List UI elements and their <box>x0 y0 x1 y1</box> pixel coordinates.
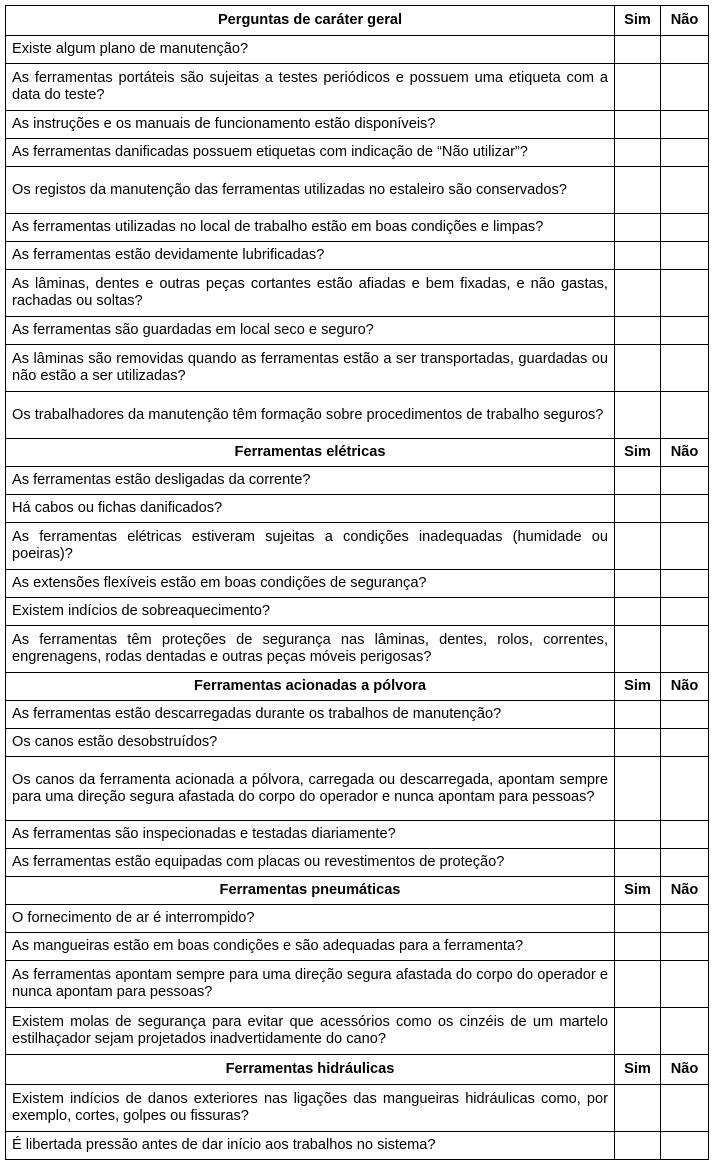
answer-cell-sim[interactable] <box>615 467 661 495</box>
column-header-sim: Sim <box>615 673 661 701</box>
answer-cell-nao[interactable] <box>661 523 709 570</box>
answer-cell-nao[interactable] <box>661 849 709 877</box>
section-title: Ferramentas pneumáticas <box>6 877 615 905</box>
checklist-body <box>6 6 709 1160</box>
question-row <box>6 139 709 167</box>
question-text: O fornecimento de ar é interrompido? <box>6 905 615 933</box>
section-title: Ferramentas acionadas a pólvora <box>6 673 615 701</box>
answer-cell-nao[interactable] <box>661 392 709 439</box>
question-text: As ferramentas estão devidamente lubrificadas? <box>6 242 615 270</box>
question-row <box>6 1085 709 1132</box>
column-header-sim: Sim <box>615 439 661 467</box>
question-row <box>6 242 709 270</box>
answer-cell-nao[interactable] <box>661 242 709 270</box>
question-text: As ferramentas danificadas possuem etiquetas com indicação de “Não utilizar”? <box>6 139 615 167</box>
question-row <box>6 214 709 242</box>
question-text: Os registos da manutenção das ferramentas utilizadas no estaleiro são conservados? <box>6 167 615 214</box>
question-text: Os canos da ferramenta acionada a pólvora, carregada ou descarregada, apontam sempre para uma direção segura afastada do corpo do operador e nunca apontam para pessoas? <box>6 757 615 821</box>
column-header-sim: Sim <box>615 6 661 36</box>
answer-cell-nao[interactable] <box>661 729 709 757</box>
question-row <box>6 345 709 392</box>
question-row <box>6 961 709 1008</box>
question-text: As mangueiras estão em boas condições e são adequadas para a ferramenta? <box>6 933 615 961</box>
question-text: Os canos estão desobstruídos? <box>6 729 615 757</box>
question-text: As ferramentas são inspecionadas e testadas diariamente? <box>6 821 615 849</box>
section-header-row <box>6 877 709 905</box>
section-title: Perguntas de caráter geral <box>6 6 615 36</box>
column-header-sim: Sim <box>615 1055 661 1085</box>
answer-cell-sim[interactable] <box>615 495 661 523</box>
question-row <box>6 626 709 673</box>
answer-cell-nao[interactable] <box>661 214 709 242</box>
question-text: Existe algum plano de manutenção? <box>6 36 615 64</box>
question-text: Há cabos ou fichas danificados? <box>6 495 615 523</box>
answer-cell-nao[interactable] <box>661 1085 709 1132</box>
section-header-row <box>6 6 709 36</box>
answer-cell-sim[interactable] <box>615 345 661 392</box>
question-row <box>6 849 709 877</box>
answer-cell-sim[interactable] <box>615 270 661 317</box>
answer-cell-nao[interactable] <box>661 167 709 214</box>
answer-cell-sim[interactable] <box>615 392 661 439</box>
answer-cell-sim[interactable] <box>615 64 661 111</box>
answer-cell-nao[interactable] <box>661 317 709 345</box>
answer-cell-sim[interactable] <box>615 111 661 139</box>
answer-cell-sim[interactable] <box>615 933 661 961</box>
column-header-nao: Não <box>661 877 709 905</box>
answer-cell-sim[interactable] <box>615 214 661 242</box>
answer-cell-nao[interactable] <box>661 495 709 523</box>
question-text: As ferramentas utilizadas no local de trabalho estão em boas condições e limpas? <box>6 214 615 242</box>
question-row <box>6 1008 709 1055</box>
question-row <box>6 757 709 821</box>
answer-cell-nao[interactable] <box>661 139 709 167</box>
question-row <box>6 933 709 961</box>
answer-cell-sim[interactable] <box>615 701 661 729</box>
question-row <box>6 523 709 570</box>
question-text: As ferramentas apontam sempre para uma direção segura afastada do corpo do operador e nunca apontam para pessoas? <box>6 961 615 1008</box>
question-row <box>6 467 709 495</box>
answer-cell-sim[interactable] <box>615 961 661 1008</box>
answer-cell-nao[interactable] <box>661 701 709 729</box>
section-title: Ferramentas hidráulicas <box>6 1055 615 1085</box>
question-row <box>6 495 709 523</box>
question-text: Existem indícios de sobreaquecimento? <box>6 598 615 626</box>
answer-cell-nao[interactable] <box>661 933 709 961</box>
question-text: As extensões flexíveis estão em boas condições de segurança? <box>6 570 615 598</box>
answer-cell-nao[interactable] <box>661 1132 709 1160</box>
question-row <box>6 701 709 729</box>
answer-cell-sim[interactable] <box>615 849 661 877</box>
section-title: Ferramentas elétricas <box>6 439 615 467</box>
section-header-row <box>6 439 709 467</box>
question-row <box>6 317 709 345</box>
answer-cell-sim[interactable] <box>615 242 661 270</box>
question-text: As ferramentas estão descarregadas durante os trabalhos de manutenção? <box>6 701 615 729</box>
answer-cell-sim[interactable] <box>615 626 661 673</box>
answer-cell-sim[interactable] <box>615 139 661 167</box>
question-row <box>6 167 709 214</box>
answer-cell-sim[interactable] <box>615 821 661 849</box>
column-header-sim: Sim <box>615 877 661 905</box>
answer-cell-sim[interactable] <box>615 598 661 626</box>
answer-cell-nao[interactable] <box>661 64 709 111</box>
answer-cell-nao[interactable] <box>661 757 709 821</box>
question-text: Existem indícios de danos exteriores nas ligações das mangueiras hidráulicas como, por exemplo, cortes, golpes ou fissuras? <box>6 1085 615 1132</box>
section-header-row <box>6 1055 709 1085</box>
answer-cell-nao[interactable] <box>661 905 709 933</box>
question-text: Os trabalhadores da manutenção têm formação sobre procedimentos de trabalho seguros? <box>6 392 615 439</box>
answer-cell-nao[interactable] <box>661 270 709 317</box>
question-row <box>6 598 709 626</box>
answer-cell-nao[interactable] <box>661 111 709 139</box>
answer-cell-nao[interactable] <box>661 345 709 392</box>
question-text: As ferramentas estão equipadas com placas ou revestimentos de proteção? <box>6 849 615 877</box>
answer-cell-sim[interactable] <box>615 1008 661 1055</box>
question-row <box>6 392 709 439</box>
question-row <box>6 570 709 598</box>
column-header-nao: Não <box>661 673 709 701</box>
question-text: As ferramentas portáteis são sujeitas a testes periódicos e possuem uma etiqueta com a data do teste? <box>6 64 615 111</box>
answer-cell-sim[interactable] <box>615 36 661 64</box>
answer-cell-sim[interactable] <box>615 570 661 598</box>
column-header-nao: Não <box>661 439 709 467</box>
answer-cell-nao[interactable] <box>661 821 709 849</box>
section-header-row <box>6 673 709 701</box>
answer-cell-sim[interactable] <box>615 1132 661 1160</box>
question-text: É libertada pressão antes de dar início aos trabalhos no sistema? <box>6 1132 615 1160</box>
question-text: As ferramentas estão desligadas da corrente? <box>6 467 615 495</box>
question-text: As lâminas, dentes e outras peças cortantes estão afiadas e bem fixadas, e não gastas, rachadas ou soltas? <box>6 270 615 317</box>
question-row <box>6 111 709 139</box>
column-header-nao: Não <box>661 1055 709 1085</box>
question-row <box>6 821 709 849</box>
answer-cell-nao[interactable] <box>661 36 709 64</box>
answer-cell-nao[interactable] <box>661 467 709 495</box>
question-text: As ferramentas são guardadas em local seco e seguro? <box>6 317 615 345</box>
question-row <box>6 729 709 757</box>
question-text: As instruções e os manuais de funcionamento estão disponíveis? <box>6 111 615 139</box>
answer-cell-sim[interactable] <box>615 757 661 821</box>
question-text: Existem molas de segurança para evitar que acessórios como os cinzéis de um martelo estilhaçador sejam projetados inadvertidamente do cano? <box>6 1008 615 1055</box>
answer-cell-nao[interactable] <box>661 1008 709 1055</box>
answer-cell-sim[interactable] <box>615 167 661 214</box>
answer-cell-nao[interactable] <box>661 626 709 673</box>
answer-cell-sim[interactable] <box>615 729 661 757</box>
answer-cell-sim[interactable] <box>615 1085 661 1132</box>
answer-cell-nao[interactable] <box>661 598 709 626</box>
question-row <box>6 905 709 933</box>
question-text: As ferramentas têm proteções de segurança nas lâminas, dentes, rolos, correntes, engrenagens, rodas dentadas e outras peças móveis perigosas? <box>6 626 615 673</box>
answer-cell-nao[interactable] <box>661 961 709 1008</box>
question-row <box>6 1132 709 1160</box>
column-header-nao: Não <box>661 6 709 36</box>
question-text: As lâminas são removidas quando as ferramentas estão a ser transportadas, guardadas ou não estão a ser utilizadas? <box>6 345 615 392</box>
question-row <box>6 36 709 64</box>
answer-cell-sim[interactable] <box>615 523 661 570</box>
answer-cell-sim[interactable] <box>615 905 661 933</box>
question-row <box>6 64 709 111</box>
answer-cell-nao[interactable] <box>661 570 709 598</box>
question-row <box>6 270 709 317</box>
question-text: As ferramentas elétricas estiveram sujeitas a condições inadequadas (humidade ou poeiras)? <box>6 523 615 570</box>
answer-cell-sim[interactable] <box>615 317 661 345</box>
safety-checklist-table <box>5 5 709 1160</box>
